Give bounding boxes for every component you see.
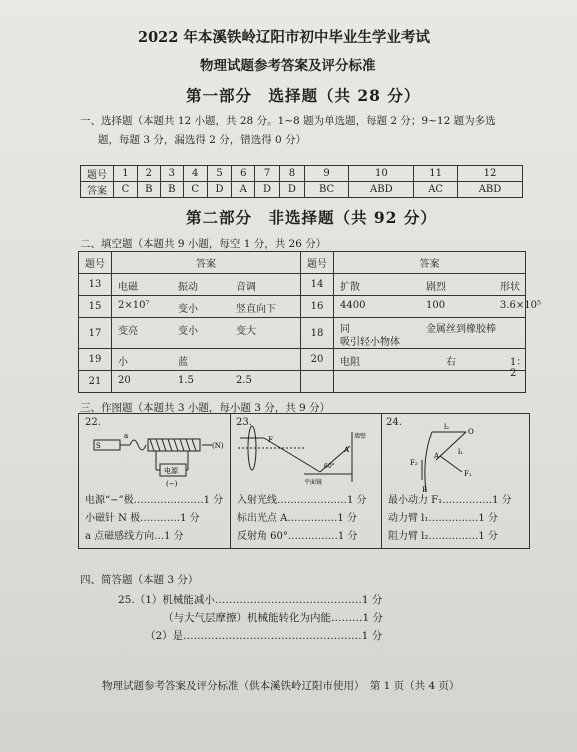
answer-blank: 20	[118, 375, 131, 386]
question-number-cell: 6	[232, 166, 255, 182]
answer-blank: 变小	[178, 304, 198, 315]
answer-cell	[112, 349, 301, 371]
q22-number: 22.	[85, 417, 101, 428]
q22-point-1: 电源“−”极…………………1 分	[85, 495, 224, 506]
answer-cell	[112, 371, 301, 393]
question-number-cell: 9	[304, 166, 349, 182]
col-header-no: 题号	[79, 252, 112, 274]
answer-cell	[334, 318, 526, 349]
question-number-cell: 11	[414, 166, 458, 182]
answer-cell: C	[183, 182, 207, 198]
answer-blank: 3.6×10⁵	[500, 300, 542, 311]
question-number-cell: 4	[183, 166, 207, 182]
question-number-cell: 2	[137, 166, 160, 182]
answer-cell	[112, 296, 301, 318]
lever-curve	[425, 432, 432, 492]
answer-cell: A	[232, 182, 255, 198]
question-number-cell: 17	[79, 318, 112, 349]
answer-cell	[334, 349, 527, 379]
label-a: A	[434, 452, 440, 460]
answer-cell: D	[255, 182, 280, 198]
label-s: S	[96, 442, 101, 450]
label-o: O	[468, 428, 474, 436]
fill-row	[79, 274, 526, 296]
answer-blank: 1：2	[510, 357, 527, 379]
fill-row	[79, 349, 526, 371]
answer-cell	[112, 318, 301, 349]
label-l2: l₂	[444, 423, 450, 431]
label-a: a	[124, 432, 129, 440]
question-number-cell: 14	[301, 274, 334, 296]
fill-row	[79, 296, 526, 318]
q22-point-2: 小磁针 N 极…………1 分	[85, 513, 200, 524]
answer-cell: C	[114, 182, 138, 198]
answer-cell: AC	[414, 182, 458, 198]
q25-line-1: 25.（1）机械能减小……………………………………1 分	[118, 594, 383, 606]
answer-blank: 蓝	[178, 357, 188, 368]
answer-cell: B	[137, 182, 160, 198]
label-a: A	[344, 446, 350, 454]
answer-blank: 2.5	[236, 375, 252, 386]
answer-cell: ABD	[349, 182, 414, 198]
page-footer: 物理试题参考答案及评分标准（供本溪铁岭辽阳市使用） 第 1 页（共 4 页）	[102, 680, 460, 692]
question-number-row	[81, 166, 523, 182]
coil-windings	[150, 439, 196, 451]
answer-row	[81, 182, 523, 198]
question-number-cell: 8	[279, 166, 304, 182]
electromagnet-diagram	[84, 430, 224, 490]
answer-blank: 竖直向下	[236, 304, 276, 315]
answer-blank: 变亮	[118, 326, 138, 337]
answer-blank: 2×10⁷	[118, 300, 150, 311]
question-number-cell: 21	[79, 371, 112, 393]
question-number-cell: 5	[207, 166, 232, 182]
question-number-cell: 16	[301, 296, 334, 318]
question-number-cell: 12	[457, 166, 522, 182]
row-label: 答案	[81, 182, 114, 198]
answer-cell: B	[160, 182, 183, 198]
answer-blank: 电阻	[340, 357, 360, 368]
exam-subtitle: 物理试题参考答案及评分标准	[200, 58, 376, 74]
question-number-cell: 3	[160, 166, 183, 182]
answer-cell	[334, 274, 526, 296]
answer-blank: 金属丝到橡胶棒	[426, 324, 496, 335]
col-header-no: 题号	[301, 252, 334, 274]
question-number-cell: 13	[79, 274, 112, 296]
answer-blank: 电磁	[118, 282, 138, 293]
q25-line-2: （与大气层摩擦）机械能转化为内能………1 分	[163, 612, 384, 624]
label-f1: F₁	[464, 470, 472, 478]
q22-point-3: a 点磁感线方向…1 分	[85, 531, 184, 542]
question-number-cell	[301, 371, 334, 393]
label-f: F	[268, 436, 273, 444]
q23-point-1: 入射光线…………………1 分	[237, 495, 367, 506]
answer-blank: 100	[426, 300, 446, 311]
label-power: 电源	[164, 467, 178, 475]
q24-point-1: 最小动力 F₁……………1 分	[388, 495, 512, 506]
answer-blank: 振动	[178, 282, 198, 293]
short-answer-section-title: 四、简答题（本题 3 分）	[80, 574, 199, 586]
answer-blank: 变小	[178, 326, 198, 337]
field-line	[130, 440, 146, 450]
answer-blank: 音调	[236, 282, 256, 293]
question-number-cell: 10	[349, 166, 414, 182]
q24-number: 24.	[386, 417, 402, 428]
row-label: 题号	[81, 166, 114, 182]
answer-blank: 吸引轻小物体	[340, 337, 400, 348]
question-number-cell: 1	[114, 166, 138, 182]
answer-blank: 1.5	[178, 375, 194, 386]
exam-title: 2022 年本溪铁岭辽阳市初中毕业生学业考试	[138, 29, 430, 46]
answer-blank: 右	[446, 357, 456, 368]
choice-instructions-1: 一、选择题（本题共 12 小题，共 28 分。1~8 题为单选题，每题 2 分；9~12 题为多选	[80, 115, 496, 127]
answer-cell: ABD	[457, 182, 522, 198]
choice-instructions-2: 题，每题 3 分，漏选得 2 分，错选得 0 分）	[98, 134, 307, 146]
label-l1: l₁	[458, 448, 464, 456]
answer-blank: 变大	[236, 326, 256, 337]
q23-number: 23.	[236, 417, 252, 428]
fill-row	[79, 371, 526, 393]
choice-answer-table	[80, 165, 523, 198]
answer-cell: D	[207, 182, 232, 198]
part2-title: 第二部分 非选择题（共 92 分）	[186, 208, 437, 227]
question-number-cell: 20	[301, 349, 334, 371]
answer-blank: 同	[340, 324, 350, 335]
question-number-cell: 7	[255, 166, 280, 182]
col-header-answer: 答案	[334, 252, 526, 274]
fill-answer-table	[78, 251, 542, 393]
label-f2: F₂	[410, 459, 418, 467]
fill-header-row	[79, 252, 526, 274]
lens-mirror-diagram	[234, 424, 374, 494]
answer-cell: D	[279, 182, 304, 198]
answer-blank: 扩散	[340, 282, 360, 293]
q23-point-2: 标出光点 A……………1 分	[237, 513, 357, 524]
label-wall: 墙壁	[354, 433, 367, 440]
fill-row	[79, 318, 526, 349]
answer-cell: BC	[304, 182, 349, 198]
q25-line-3: （2）是……………………………………………1 分	[145, 630, 383, 642]
answer-cell	[334, 371, 526, 393]
fill-section-title: 二、填空题（本题共 9 小题，每空 1 分，共 26 分）	[80, 238, 327, 250]
answer-cell	[112, 274, 301, 296]
force-f1	[440, 456, 462, 472]
question-number-cell: 19	[79, 349, 112, 371]
label-n: (N)	[212, 442, 224, 450]
lever-diagram	[392, 420, 512, 495]
q23-point-3: 反射角 60°……………1 分	[237, 531, 358, 542]
answer-blank: 剧烈	[426, 282, 446, 293]
label-b: B	[422, 486, 428, 494]
answer-cell	[334, 296, 542, 318]
label-angle: 60°	[324, 463, 335, 470]
q24-point-3: 阻力臂 l₂……………1 分	[388, 531, 498, 542]
drawing-section-title: 三、作图题（本题共 3 小题，每小题 3 分，共 9 分）	[80, 402, 331, 414]
answer-blank: 4400	[340, 300, 366, 311]
question-number-cell: 15	[79, 296, 112, 318]
part1-title: 第一部分 选择题（共 28 分）	[186, 86, 421, 105]
col-header-answer: 答案	[112, 252, 301, 274]
label-mirror: 平面镜	[304, 479, 323, 486]
q24-point-2: 动力臂 l₁……………1 分	[388, 513, 498, 524]
question-number-cell: 18	[301, 318, 334, 349]
answer-blank: 小	[118, 357, 128, 368]
answer-blank: 形状	[500, 282, 520, 293]
label-minus: (−)	[166, 480, 178, 488]
